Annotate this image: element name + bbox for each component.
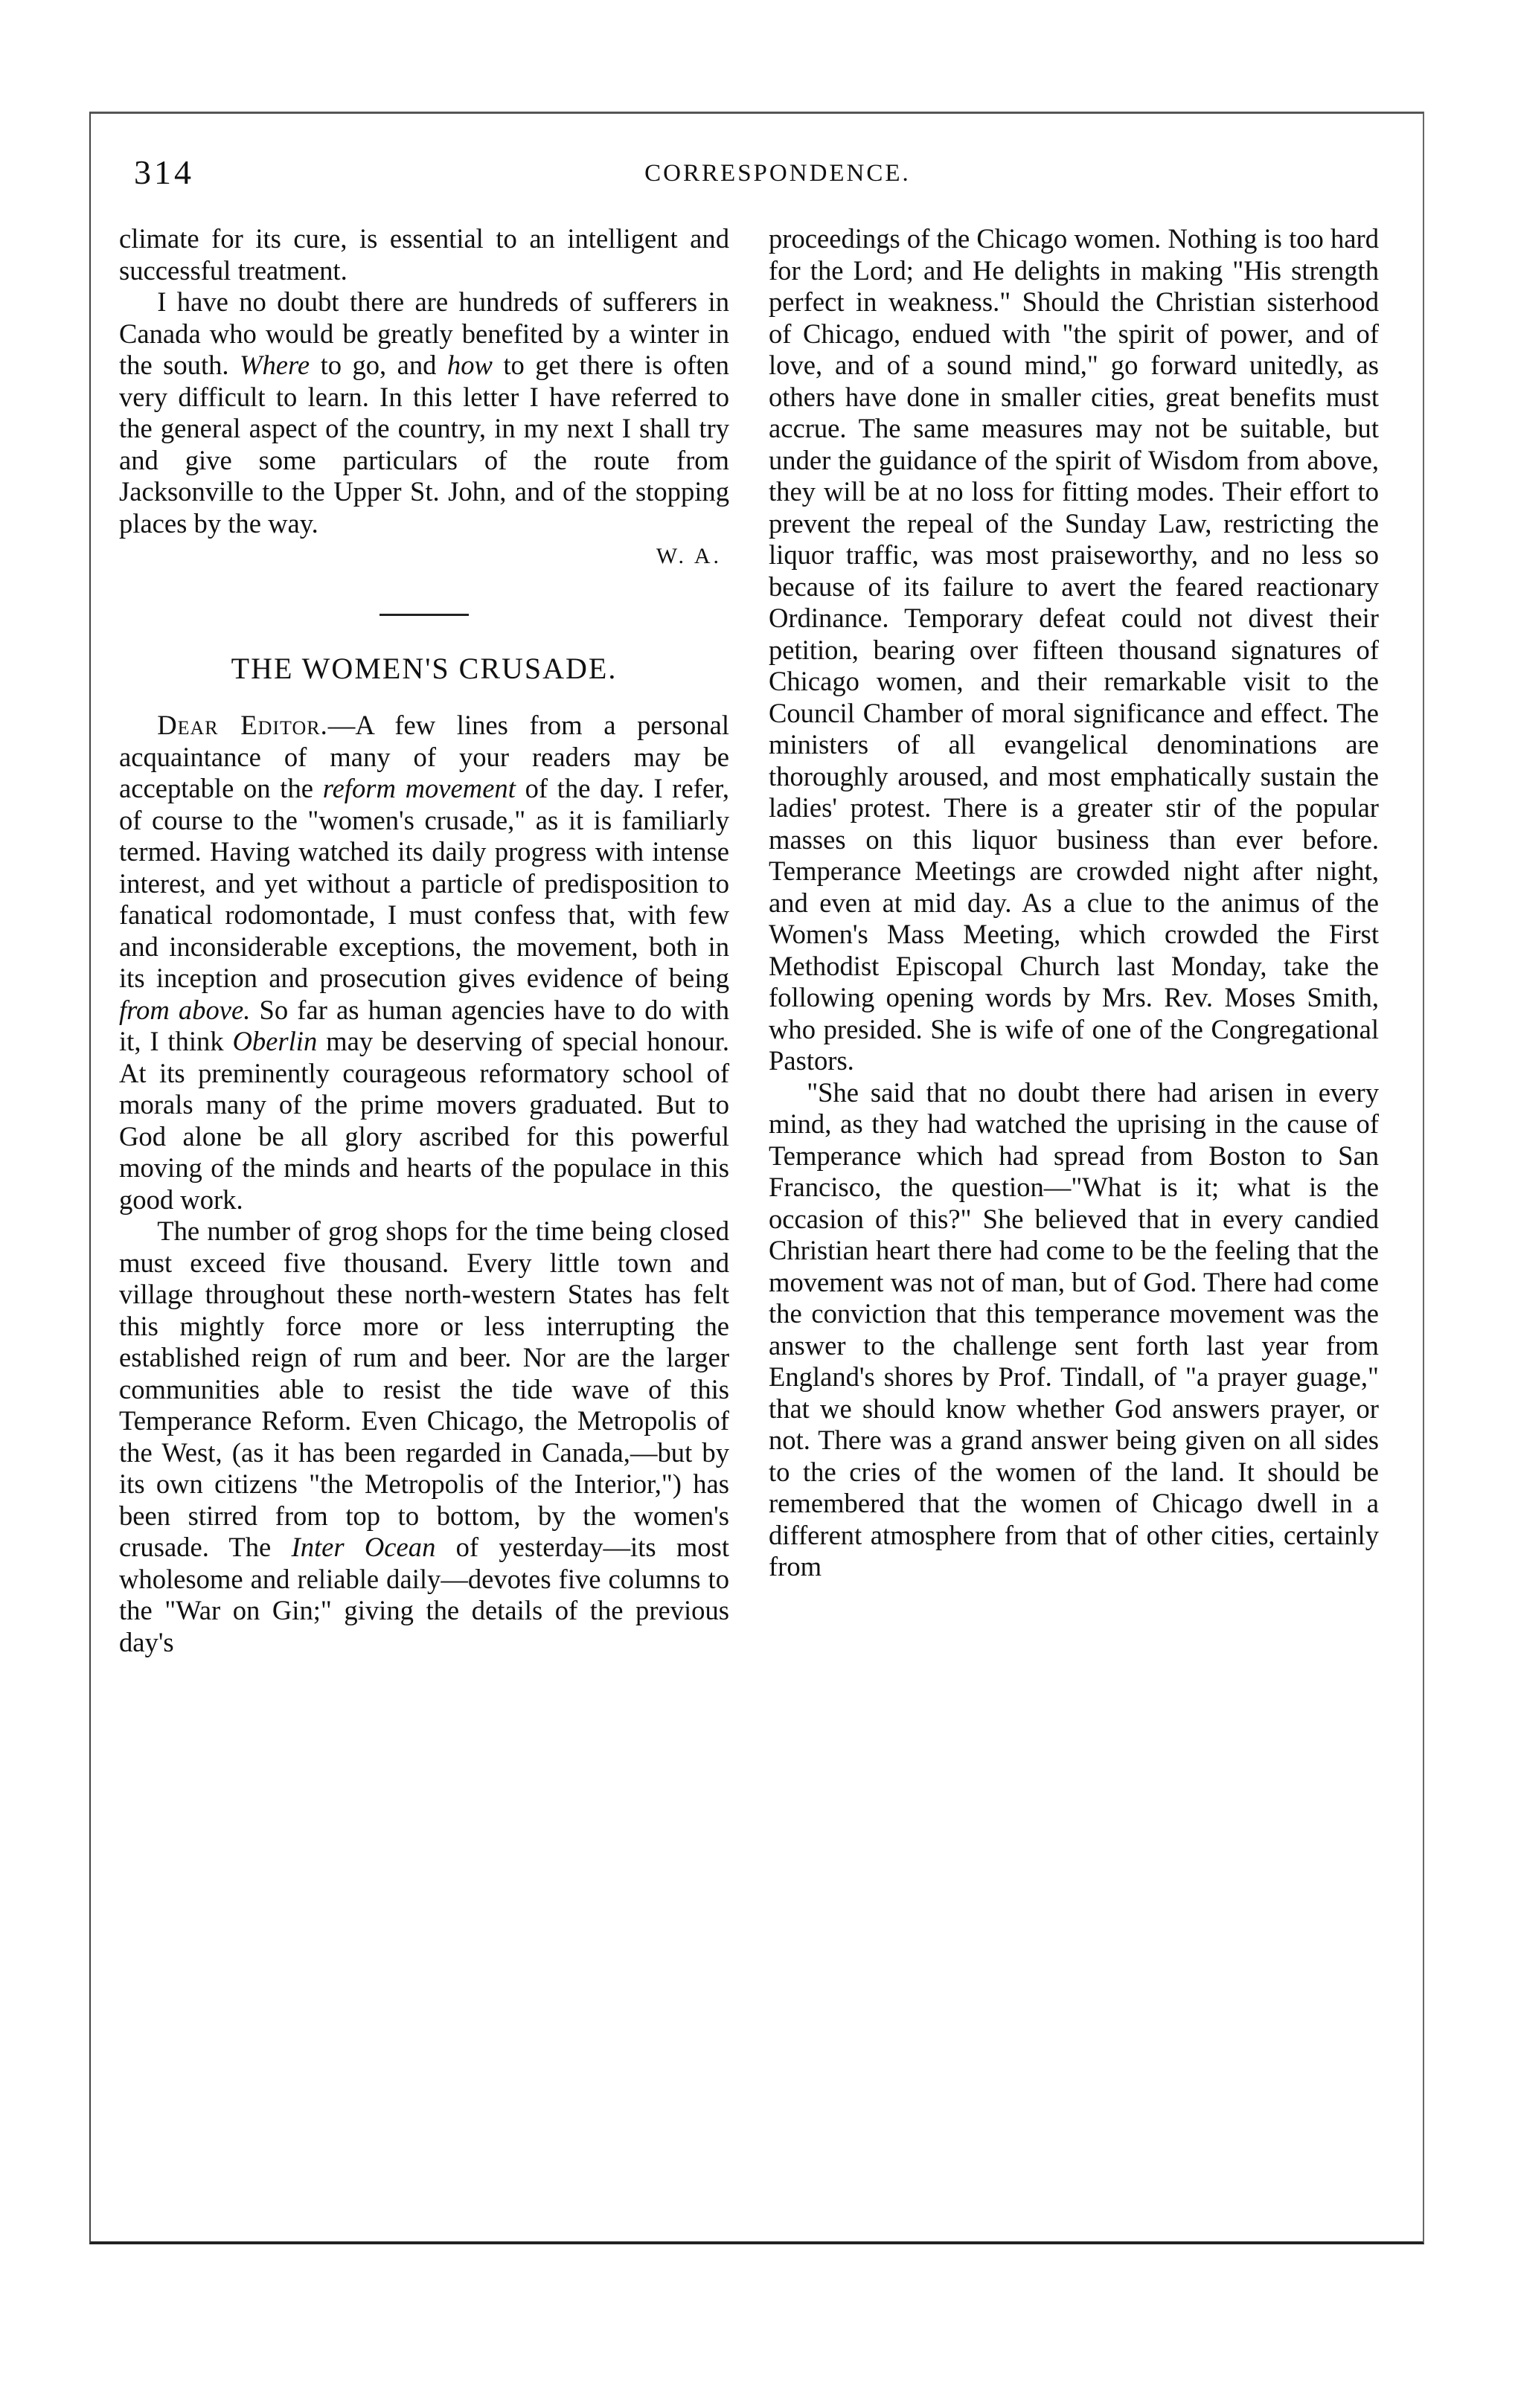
section-title: THE WOMEN'S CRUSADE.: [231, 651, 618, 685]
paragraph: proceedings of the Chicago women. Nothing is too hard for the Lord; and He delights in making "His strength perfect in weakness." Should the Christian sisterhood of Chicago, endued with "the spirit of power, and of love, and of a sound mind," go forward unitedly, as others have done in smaller cities, great benefits must accrue. The same measures may not be suitable, but under the guidance of the spirit of Wisdom from above, they will be at no loss for fitting modes. Their effort to prevent the repeal of the Sunday Law, restricting the liquor traffic, was most praiseworthy, and no less so because of its failure to avert the feared reactionary Ordinance. Temporary defeat could not divest their petition, bearing over fifteen thousand signatures of Chicago women, and their remarkable visit to the Council Chamber of moral significance and effect. The ministers of all evangelical denominations are thoroughly aroused, and most emphatically sustain the ladies' protest. There is a greater stir of the popular masses on this liquor business than ever before. Temperance Meetings are crowded night after night, and even at mid day. As a clue to the animus of the Women's Mass Meeting, which crowded the First Methodist Episcopal Church last Monday, take the following opening words by Mrs. Rev. Moses Smith, who presided. She is wife of one of the Congregational Pastors.: [769, 223, 1379, 1076]
left-column: [119, 223, 729, 1658]
salutation: Dear Editor.: [157, 710, 328, 740]
paragraph: I have no doubt there are hundreds of sufferers in Canada who would be greatly benefited by a winter in the south. Where to go, and how to get there is often very difficult to learn. In this letter I have referred to the general aspect of the country, in my next I shall try and give some particulars of the route from Jacksonville to the Upper St. John, and of the stopping places by the way.: [119, 286, 729, 539]
right-column: [769, 223, 1379, 1583]
page-number: 314: [134, 153, 194, 191]
paragraph: climate for its cure, is essential to an intelligent and successful treatment.: [119, 223, 729, 286]
page-header: [134, 152, 1421, 197]
running-head: CORRESPONDENCE.: [644, 160, 911, 187]
paragraph: Dear Editor.—A few lines from a personal acquaintance of many of your readers may be acceptable on the reform movement of the day. I refer, of course to the "women's crusade," as it is familiarly termed. Having watched its daily progress with intense interest, and yet without a particle of predisposition to fanatical rodomontade, I must confess that, with few and inconsiderable exceptions, the movement, both in its inception and prosecution gives evidence of being from above. So far as human agencies have to do with it, I think Oberlin may be deserving of special honour. At its preminently courageous reformatory school of morals many of the prime movers graduated. But to God alone be all glory ascribed for this powerful moving of the minds and hearts of the populace in this good work.: [119, 710, 729, 1215]
paragraph: "She said that no doubt there had arisen in every mind, as they had watched the uprising in the cause of Temperance which had spread from Boston to San Francisco, the question—"What is it; what is the occasion of this?" She believed that in every candied Christian heart there had come to be the feeling that the movement was not of man, but of God. There had come the conviction that this temperance movement was the answer to the challenge sent forth last year from England's shores by Prof. Tindall, of "a prayer guage," that we should know whether God answers prayer, or not. There was a grand answer being given on all sides to the cries of the women of the land. It should be remembered that the women of Chicago dwell in a different atmosphere from that of other cities, certainly from: [769, 1076, 1379, 1582]
signature: W. A.: [656, 544, 722, 568]
paragraph: The number of grog shops for the time being closed must exceed five thousand. Every little town and village throughout these north-western States has felt this mightly force more or less interrupting the established reign of rum and beer. Nor are the larger communities able to resist the tide wave of this Temperance Reform. Even Chicago, the Metropolis of the West, (as it has been regarded in Canada,—but by its own citizens "the Metropolis of the Interior,") has been stirred from top to bottom, by the women's crusade. The Inter Ocean of yesterday—its most wholesome and reliable daily—devotes five columns to the "War on Gin;" giving the details of the previous day's: [119, 1216, 729, 1657]
section-divider: [380, 614, 469, 616]
